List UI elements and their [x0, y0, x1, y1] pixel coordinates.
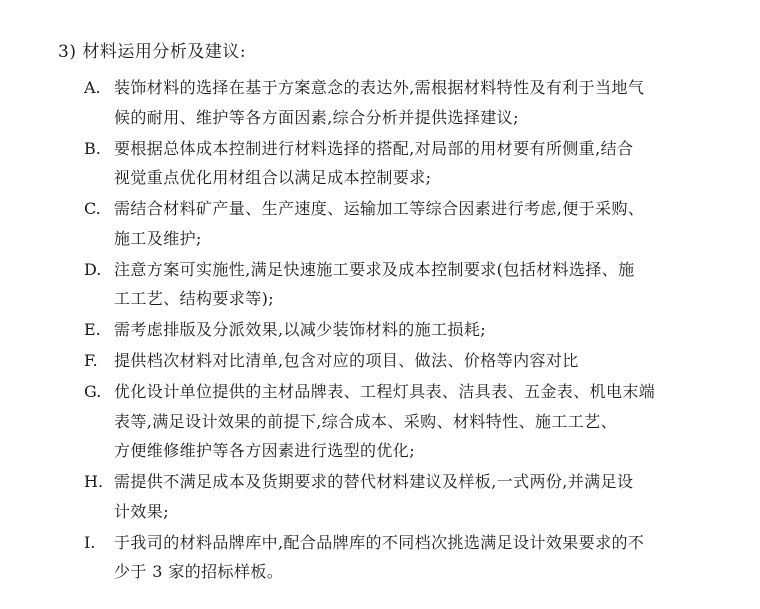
list-item-b	[0, 134, 760, 193]
list-item-c	[0, 194, 760, 253]
list-item-g	[0, 377, 760, 466]
item-text-line: 表等,满足设计效果的前提下,综合成本、采购、材料特性、施工工艺、	[114, 411, 617, 431]
list-item-h	[0, 467, 760, 526]
item-text-line: 装饰材料的选择在基于方案意念的表达外,需根据材料特性及有利于当地气	[114, 78, 645, 97]
list-item-e	[0, 315, 760, 345]
section-heading: 3) 材料运用分析及建议:	[58, 42, 247, 62]
list-marker: I.	[84, 532, 96, 552]
item-text-line: 需结合材料矿产量、生产速度、运输加工等综合因素进行考虑,便于采购、	[114, 199, 645, 218]
list-item-a	[0, 73, 760, 132]
list-marker: B.	[84, 138, 101, 158]
item-text-line: 施工及维护;	[114, 228, 202, 248]
list-item-d	[0, 255, 760, 314]
recommendation-list	[0, 73, 760, 588]
item-text-line: 少于 3 家的招标样板。	[114, 562, 284, 581]
item-text-line: 候的耐用、维护等各方面因素,综合分析并提供选择建议;	[114, 107, 519, 127]
item-text-line: 方便维修维护等各方因素进行选型的优化;	[114, 441, 415, 460]
list-marker: H.	[84, 472, 104, 491]
list-item-i	[0, 528, 760, 587]
item-text-line: 注意方案可实施性,满足快速施工要求及成本控制要求(包括材料选择、施	[114, 259, 635, 279]
list-marker: D.	[84, 259, 102, 279]
item-text-line: 优化设计单位提供的主材品牌表、工程灯具表、洁具表、五金表、机电末端	[114, 382, 656, 401]
item-text-line: 要根据总体成本控制进行材料选择的搭配,对局部的用材要有所侧重,结合	[114, 138, 634, 158]
list-marker: F.	[84, 351, 98, 370]
list-marker: C.	[84, 199, 101, 218]
list-marker: E.	[84, 320, 101, 339]
list-item-f	[0, 346, 760, 376]
item-text-line: 提供档次材料对比清单,包含对应的项目、做法、价格等内容对比	[114, 351, 579, 370]
list-marker: G.	[84, 382, 102, 401]
item-text-line: 工工艺、结构要求等);	[114, 289, 275, 308]
list-marker: A.	[84, 78, 101, 97]
item-text-line: 视觉重点优化用材组合以满足成本控制要求;	[114, 168, 432, 187]
item-text-line: 计效果;	[114, 501, 169, 521]
item-text-line: 需提供不满足成本及货期要求的替代材料建议及样板,一式两份,并满足设	[114, 472, 634, 491]
item-text-line: 于我司的材料品牌库中,配合品牌库的不同档次挑选满足设计效果要求的不	[114, 532, 645, 552]
item-text-line: 需考虑排版及分派效果,以减少装饰材料的施工损耗;	[114, 320, 487, 339]
